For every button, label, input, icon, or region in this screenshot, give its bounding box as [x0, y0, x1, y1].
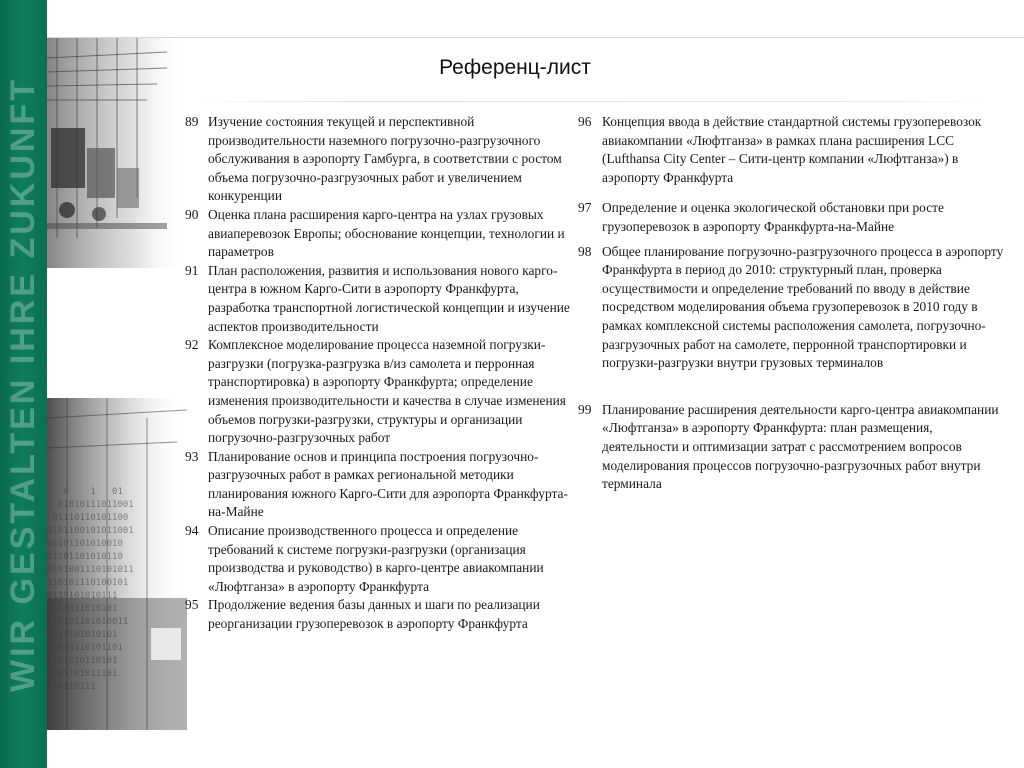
binary-line: 0111011010101: [47, 604, 118, 614]
reference-text: План расположения, развития и использования нового карго-центра в южном Карго-Сити в аэропорту Франкфурта, разработка транспортной логистической концепции и изучение аспектов производительности: [208, 262, 570, 334]
reference-text: Оценка плана расширения карго-центра на узлах грузовых авиаперевозок Европы; обоснование концепции, технологии и параметров: [208, 206, 565, 260]
reference-text: Планирование основ и принципа построения погрузочно-разгрузочных работ в рамках региональной методики планирования южного Карго-Сити для аэропорта Франкфурта-на-Майне: [208, 448, 568, 520]
reference-item: [185, 448, 577, 522]
binary-line: 110101110100101: [47, 578, 129, 588]
decorative-collage: [47, 38, 187, 730]
binary-line: 0101001110101011: [47, 565, 134, 575]
reference-item: [578, 113, 1008, 187]
binary-line: 1101010110101: [47, 656, 118, 666]
reference-text: Продолжение ведения базы данных и шаги по реализации реорганизации грузоперевозок в аэропорту Франкфурта: [208, 597, 540, 632]
title-divider: [188, 101, 998, 102]
binary-line: 0 1 01: [47, 487, 123, 497]
reference-item: [185, 113, 577, 206]
reference-text: Планирование расширения деятельности карго-центра авиакомпании «Люфтганза» в аэропорту Франкфурта: план размещения, деятельности и оптимизации затрат с рассмотрением вопросов моделирования процессов погрузочно-разгрузочных работ внутри терминала: [602, 401, 999, 492]
reference-text: Концепция ввода в действие стандартной системы грузоперевозок авиакомпании «Люфтганза» в рамках плана расширения LCC (Lufthansa City Center – Сити-центр компании «Люфтганза») в аэропорту Франкфурта: [602, 114, 982, 185]
binary-line: 01110110101100: [47, 513, 129, 523]
reference-text: Определение и оценка экологической обстановки при росте грузоперевозок в аэропорту Франкфурта-на-Майне: [602, 200, 944, 234]
binary-line: 01010111011001: [47, 500, 134, 510]
reference-text: Описание производственного процесса и определение требований к системе погрузки-разгрузки (организация производства и руководство) в карго-центре авиакомпании «Люфтганза» в аэропорту Франкфурта: [208, 523, 544, 594]
binary-line: 01101101010110: [47, 552, 123, 562]
reference-item: [185, 206, 577, 262]
reference-item: [578, 243, 1008, 373]
reference-list-left: [185, 113, 577, 634]
binary-line: 0101100101011001: [47, 526, 134, 536]
binary-line: 0110101010101: [47, 630, 118, 640]
binary-line: 0110101010111: [47, 591, 118, 601]
page-title: Референц-лист: [439, 56, 591, 79]
reference-text: Изучение состояния текущей и перспективной производительности наземного погрузочно-разгрузочного обслуживания в аэропорту Гамбурга, в соответствии с ростом объема погрузочно-разгрузочных работ и увеличением конкуренции: [208, 114, 562, 204]
binary-line: 11010110101101: [47, 643, 123, 653]
reference-number: 95: [185, 597, 199, 613]
side-slogan-text: WIR GESTALTEN IHRE ZUKUNFT: [4, 76, 42, 692]
top-divider: [47, 37, 1024, 38]
reference-number: 89: [185, 114, 199, 129]
binary-line: 110110111: [47, 682, 96, 692]
reference-number: 98: [578, 243, 592, 259]
reference-number: 91: [185, 262, 199, 278]
binary-line: 0101101011101: [47, 669, 118, 679]
reference-number: 92: [185, 337, 199, 353]
reference-number: 99: [578, 401, 592, 417]
reference-item: [185, 522, 577, 596]
binary-line: 110101101010011: [47, 617, 129, 627]
reference-number: 97: [578, 200, 592, 216]
reference-number: 90: [185, 206, 199, 222]
reference-number: 93: [185, 448, 199, 464]
reference-item: [578, 401, 1008, 494]
reference-item: [185, 596, 577, 633]
reference-list-right: [578, 113, 1008, 494]
reference-item: [578, 199, 1008, 236]
reference-item: [185, 336, 577, 448]
side-slogan: [2, 0, 45, 768]
reference-item: [185, 262, 577, 336]
reference-number: 94: [185, 523, 199, 539]
side-green-band: [0, 0, 47, 768]
reference-text: Общее планирование погрузочно-разгрузочного процесса в аэропорту Франкфурта в период до 2010: структурный план, проверка осуществимости и определение требований по вводу в действие посредством моделирования объема грузоперевозок в 2010 году в рамках комплексной системы расположения самолета, погрузочно-разгрузочных работ на самолете, перронной транспортировки и погрузки-разгрузки внутри грузовых терминалов: [602, 243, 1004, 371]
binary-pattern: [47, 486, 187, 694]
binary-line: 01101101010010: [47, 539, 123, 549]
reference-text: Комплексное моделирование процесса наземной погрузки-разгрузки (погрузка-разгрузка в/из самолета и перронная транспортировка) в аэропорту Франкфурта; определение изменения производительности и качества в случае изменения объемов погрузки-разгрузки, структуры и организации погрузочно-разгрузочных работ: [208, 337, 566, 446]
reference-number: 96: [578, 114, 592, 129]
